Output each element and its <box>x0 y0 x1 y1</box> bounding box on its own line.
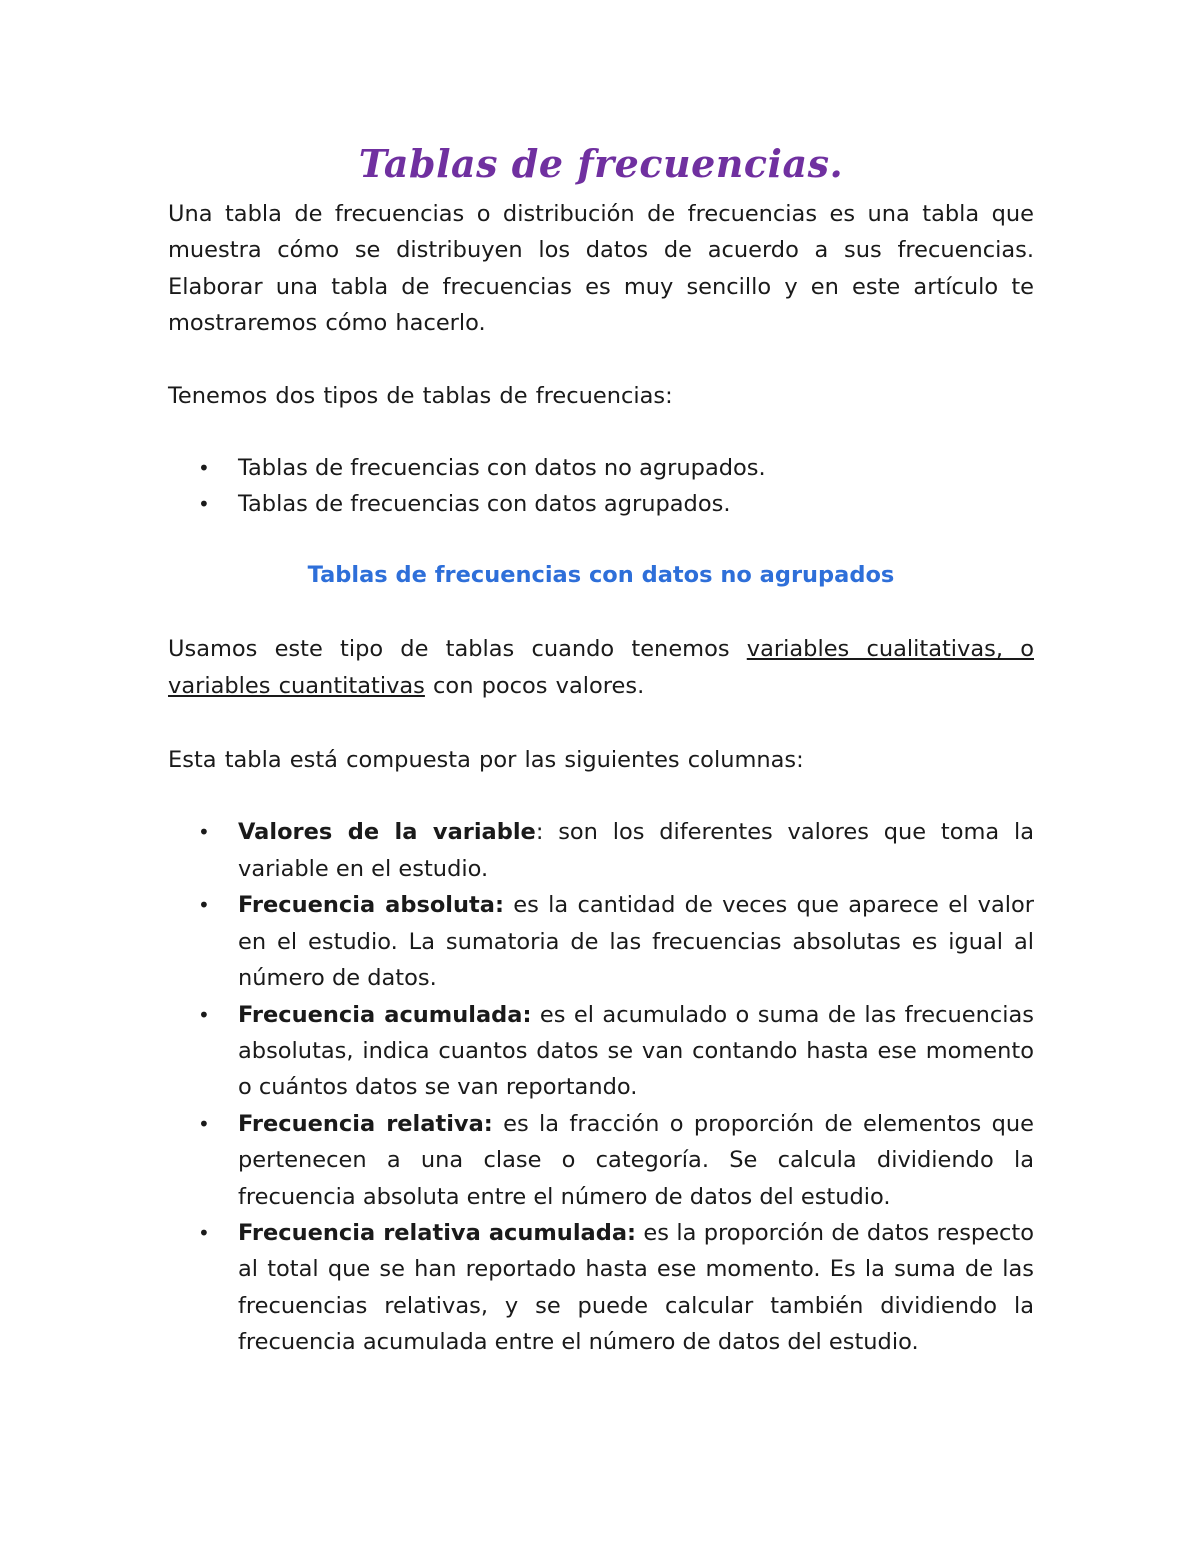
bullet-icon: • <box>198 456 210 481</box>
column-term: Frecuencia acumulada: <box>238 1001 532 1028</box>
list-item <box>168 1106 1034 1215</box>
list-item <box>168 887 1034 996</box>
bullet-icon: • <box>198 1002 210 1027</box>
types-intro-paragraph: Tenemos dos tipos de tablas de frecuencias: <box>168 382 673 409</box>
column-desc: son los diferentes valores que toma la variable en el estudio. <box>238 819 1034 882</box>
column-term: Valores de la variable <box>238 819 536 846</box>
bullet-icon: • <box>198 1220 210 1245</box>
column-desc: es la fracción o proporción de elementos que pertenecen a una clase o categoría. Se calcula dividiendo la frecuencia absoluta entre el número de datos del estudio. <box>238 1110 1034 1210</box>
column-term: Frecuencia relativa acumulada: <box>238 1219 637 1246</box>
bullet-icon: • <box>198 893 210 918</box>
page-title: Tablas de frecuencias. <box>358 141 844 186</box>
bullet-icon: • <box>198 1111 210 1136</box>
section-heading: Tablas de frecuencias con datos no agrupados <box>307 561 895 588</box>
list-item <box>168 450 1034 486</box>
bullet-icon: • <box>198 492 210 517</box>
variables-cuantitativas-link[interactable]: variables cuantitativas <box>168 672 425 699</box>
usage-text-after: con pocos valores. <box>424 672 645 699</box>
document-page <box>168 140 1034 1361</box>
usage-paragraph <box>168 631 1034 704</box>
column-term-sep: : <box>535 819 544 846</box>
column-desc: es el acumulado o suma de las frecuencias absolutas, indica cuantos datos se van contando hasta ese momento o cuántos datos se van reportando. <box>238 1001 1034 1101</box>
columns-intro-paragraph: Esta tabla está compuesta por las siguientes columnas: <box>168 747 804 774</box>
list-item-text: Tablas de frecuencias con datos no agrupados. <box>238 455 766 482</box>
types-list <box>168 450 1034 523</box>
list-item <box>168 486 1034 522</box>
list-item <box>168 1215 1034 1361</box>
column-desc: es la proporción de datos respecto al total que se han reportado hasta ese momento. Es la suma de las frecuencias relativas, y se puede calcular también dividiendo la frecuencia acumulada entre el número de datos del estudio. <box>238 1219 1034 1356</box>
column-term: Frecuencia absoluta: <box>238 892 504 919</box>
intro-paragraph: Una tabla de frecuencias o distribución de frecuencias es una tabla que muestra cómo se distribuyen los datos de acuerdo a sus frecuencias. Elaborar una tabla de frecuencias es muy sencillo y en este artículo te mostraremos cómo hacerlo. <box>168 201 1034 337</box>
variables-cualitativas-link[interactable]: variables cualitativas, o <box>746 636 1034 663</box>
columns-list <box>168 814 1034 1360</box>
column-term: Frecuencia relativa: <box>238 1110 493 1137</box>
column-desc: es la cantidad de veces que aparece el valor en el estudio. La sumatoria de las frecuencias absolutas es igual al número de datos. <box>238 892 1035 992</box>
bullet-icon: • <box>198 820 210 845</box>
list-item <box>168 814 1034 887</box>
list-item <box>168 997 1034 1106</box>
list-item-text: Tablas de frecuencias con datos agrupados. <box>238 491 731 518</box>
usage-text-before: Usamos este tipo de tablas cuando tenemos <box>168 636 747 663</box>
